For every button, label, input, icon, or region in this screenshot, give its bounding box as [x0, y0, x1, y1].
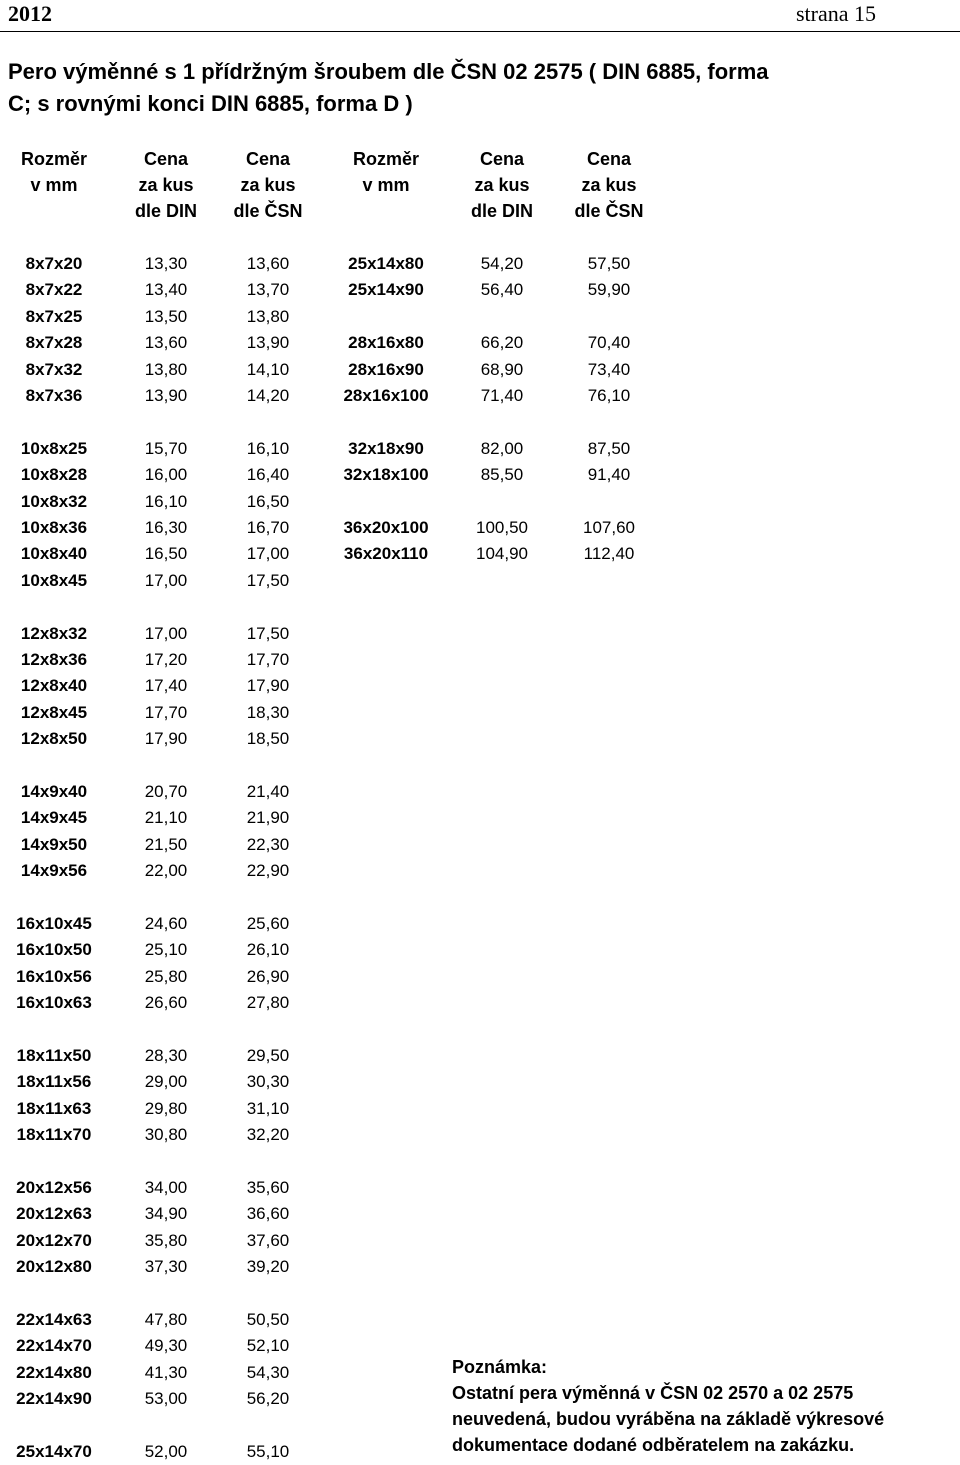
- price-csn-cell: 22,30: [246, 834, 290, 854]
- price-csn-cell: 59,90: [587, 280, 631, 300]
- column-header-line: Cena: [245, 149, 290, 169]
- price-din-cell: 13,60: [144, 333, 188, 353]
- size-cell: 14x9x40: [20, 782, 88, 801]
- price-din-cell: 104,90: [476, 544, 528, 564]
- price-din-cell: 17,90: [144, 729, 188, 749]
- column-header-5: [452, 146, 552, 224]
- column-header-line: v mm: [30, 175, 78, 195]
- note-line-1: Ostatní pera výměnná v ČSN 02 2570 a 02 2575: [452, 1383, 854, 1403]
- size-cell: 8x7x22: [25, 280, 83, 300]
- price-csn-cell: 107,60: [583, 518, 635, 537]
- price-din-cell: 17,40: [144, 676, 188, 696]
- price-din-cell: 34,90: [144, 1204, 188, 1224]
- column-header-line: za kus: [581, 175, 637, 195]
- title-line-1: Pero výměnné s 1 přídržným šroubem dle ČSN 02 2575 ( DIN 6885, forma: [8, 59, 769, 84]
- column-header-line: Cena: [143, 149, 188, 169]
- size-cell: 10x8x25: [20, 438, 88, 458]
- size-cell: 10x8x28: [20, 465, 88, 485]
- title-line-2: C; s rovnými konci DIN 6885, forma D ): [8, 91, 413, 116]
- size-cell: 20x12x80: [16, 1257, 92, 1277]
- column-header-line: Cena: [586, 149, 631, 169]
- price-din-cell: 54,20: [480, 254, 524, 273]
- page-header: [0, 0, 960, 30]
- price-csn-cell: 17,00: [246, 544, 290, 564]
- size-cell: 28x16x80: [348, 333, 424, 353]
- size-cell: 16x10x63: [16, 993, 92, 1013]
- price-din-cell: 17,70: [144, 702, 188, 722]
- price-csn-cell: 26,10: [246, 940, 290, 960]
- price-din-cell: 13,50: [144, 306, 188, 326]
- size-cell: 8x7x25: [25, 306, 83, 326]
- price-csn-cell: 16,10: [246, 438, 290, 458]
- price-csn-cell: 50,50: [246, 1310, 290, 1329]
- price-din-cell: 20,70: [144, 782, 188, 801]
- price-din-cell: 16,30: [144, 518, 188, 537]
- column-header-line: dle ČSN: [233, 201, 303, 221]
- price-csn-cell: 16,50: [246, 491, 290, 511]
- price-csn-cell: 18,50: [246, 729, 290, 749]
- size-cell: 28x16x90: [348, 359, 424, 379]
- size-cell: 25x14x90: [348, 280, 424, 300]
- size-cell: 10x8x32: [20, 491, 88, 511]
- column-header-1: [4, 146, 104, 224]
- price-csn-cell: 35,60: [246, 1178, 290, 1197]
- price-csn-cell: 30,30: [246, 1072, 290, 1092]
- price-din-cell: 30,80: [144, 1125, 188, 1145]
- price-din-cell: 49,30: [144, 1336, 188, 1356]
- price-din-cell: 13,30: [144, 254, 188, 273]
- price-csn-cell: 17,50: [246, 570, 290, 590]
- size-cell: 20x12x56: [16, 1178, 92, 1197]
- size-cell: 10x8x36: [20, 518, 88, 537]
- size-cell: 22x14x80: [16, 1362, 92, 1382]
- price-csn-cell: 17,90: [246, 676, 290, 696]
- price-csn-cell: 112,40: [583, 544, 635, 564]
- size-cell: 28x16x100: [343, 386, 429, 405]
- size-cell: 36x20x110: [343, 544, 429, 564]
- price-csn-cell: 55,10: [246, 1442, 290, 1461]
- column-header-line: dle DIN: [470, 201, 533, 221]
- size-cell: 36x20x100: [343, 518, 429, 537]
- column-header-line: dle ČSN: [574, 201, 644, 221]
- column-header-line: v mm: [362, 175, 410, 195]
- price-din-cell: 37,30: [144, 1257, 188, 1277]
- price-csn-cell: 36,60: [246, 1204, 290, 1224]
- size-cell: 22x14x63: [16, 1310, 92, 1329]
- price-csn-cell: 37,60: [246, 1230, 290, 1250]
- price-csn-cell: 32,20: [246, 1125, 290, 1145]
- column-header-line: za kus: [138, 175, 194, 195]
- price-din-cell: 16,50: [144, 544, 188, 564]
- price-csn-cell: 87,50: [587, 438, 631, 458]
- size-cell: 8x7x36: [25, 386, 83, 405]
- price-din-cell: 17,00: [144, 623, 188, 643]
- price-csn-cell: 21,40: [246, 782, 290, 801]
- size-cell: 16x10x50: [16, 940, 92, 960]
- price-csn-cell: 91,40: [587, 465, 631, 485]
- price-csn-cell: 31,10: [246, 1098, 290, 1118]
- price-csn-cell: 25,60: [246, 914, 290, 933]
- price-din-cell: 17,00: [144, 570, 188, 590]
- size-cell: 10x8x45: [20, 570, 88, 590]
- column-header-line: [4, 198, 104, 224]
- price-csn-cell: 73,40: [587, 359, 631, 379]
- price-csn-cell: 16,40: [246, 465, 290, 485]
- price-csn-cell: 18,30: [246, 702, 290, 722]
- price-csn-cell: 22,90: [246, 861, 290, 881]
- price-din-cell: 16,00: [144, 465, 188, 485]
- size-cell: 12x8x50: [20, 729, 88, 749]
- column-header-line: dle DIN: [134, 201, 197, 221]
- price-din-cell: 41,30: [144, 1362, 188, 1382]
- price-csn-cell: 76,10: [587, 386, 631, 405]
- price-din-cell: 17,20: [144, 650, 188, 669]
- price-csn-cell: 54,30: [246, 1362, 290, 1382]
- size-cell: 22x14x70: [16, 1336, 92, 1356]
- size-cell: 18x11x56: [16, 1072, 92, 1092]
- size-cell: 25x14x80: [348, 254, 424, 273]
- size-cell: 8x7x32: [25, 359, 83, 379]
- size-cell: 12x8x40: [20, 676, 88, 696]
- size-cell: 14x9x56: [20, 861, 88, 881]
- size-cell: 18x11x70: [16, 1125, 92, 1145]
- price-csn-cell: 17,50: [246, 623, 290, 643]
- size-cell: 20x12x70: [16, 1230, 92, 1250]
- price-din-cell: 34,00: [144, 1178, 188, 1197]
- price-din-cell: 28,30: [144, 1046, 188, 1065]
- price-din-cell: 35,80: [144, 1230, 188, 1250]
- column-header-2: [116, 146, 216, 224]
- price-din-cell: 25,10: [144, 940, 188, 960]
- size-cell: 16x10x45: [16, 914, 92, 933]
- price-din-cell: 22,00: [144, 861, 188, 881]
- size-cell: 32x18x100: [343, 465, 429, 485]
- size-cell: 18x11x50: [16, 1046, 92, 1065]
- size-cell: 8x7x28: [25, 333, 83, 353]
- price-din-cell: 47,80: [144, 1310, 188, 1329]
- price-din-cell: 56,40: [480, 280, 524, 300]
- price-csn-cell: 27,80: [246, 993, 290, 1013]
- size-cell: 14x9x45: [20, 808, 88, 828]
- price-csn-cell: 26,90: [246, 966, 290, 986]
- price-csn-cell: 17,70: [246, 650, 290, 669]
- price-csn-cell: 21,90: [246, 808, 290, 828]
- price-csn-cell: 13,70: [246, 280, 290, 300]
- price-din-cell: 53,00: [144, 1389, 188, 1409]
- price-din-cell: 24,60: [144, 914, 188, 933]
- price-csn-cell: 13,80: [246, 306, 290, 326]
- price-din-cell: 52,00: [144, 1442, 188, 1461]
- price-csn-cell: 39,20: [246, 1257, 290, 1277]
- price-csn-cell: 56,20: [246, 1389, 290, 1409]
- column-header-line: za kus: [474, 175, 530, 195]
- price-din-cell: 16,10: [144, 491, 188, 511]
- note-heading: Poznámka:: [452, 1357, 548, 1377]
- price-din-cell: 29,00: [144, 1072, 188, 1092]
- price-din-cell: 82,00: [480, 438, 524, 458]
- size-cell: 12x8x36: [20, 650, 88, 669]
- price-din-cell: 21,10: [144, 808, 188, 828]
- price-din-cell: 13,40: [144, 280, 188, 300]
- column-header-line: za kus: [240, 175, 296, 195]
- price-csn-cell: 16,70: [246, 518, 290, 537]
- size-cell: 16x10x56: [16, 966, 92, 986]
- year: 2012: [8, 1, 52, 26]
- column-header-4: [321, 146, 451, 224]
- price-csn-cell: 57,50: [587, 254, 631, 273]
- note-line-3: dokumentace dodané odběratelem na zakázku.: [452, 1435, 855, 1455]
- column-header-3: [218, 146, 318, 224]
- price-din-cell: 29,80: [144, 1098, 188, 1118]
- column-header-6: [554, 146, 664, 224]
- price-csn-cell: 14,10: [246, 359, 290, 379]
- page-number: strana 15: [795, 1, 876, 26]
- column-header-line: Cena: [479, 149, 524, 169]
- price-din-cell: 66,20: [480, 333, 524, 353]
- page-title: [8, 56, 908, 120]
- price-csn-cell: 13,90: [246, 333, 290, 353]
- size-cell: 12x8x32: [20, 623, 88, 643]
- size-cell: 22x14x90: [16, 1389, 92, 1409]
- price-din-cell: 26,60: [144, 993, 188, 1013]
- price-din-cell: 13,80: [144, 359, 188, 379]
- note: [452, 1354, 960, 1458]
- column-header-line: Rozměr: [20, 149, 87, 169]
- column-header-line: Rozměr: [352, 149, 419, 169]
- price-csn-cell: 52,10: [246, 1336, 290, 1356]
- price-din-cell: 21,50: [144, 834, 188, 854]
- size-cell: 25x14x70: [16, 1442, 92, 1461]
- price-din-cell: 13,90: [144, 386, 188, 405]
- price-din-cell: 71,40: [480, 386, 524, 405]
- column-header-line: [321, 198, 451, 224]
- header-divider: [0, 31, 960, 32]
- price-csn-cell: 70,40: [587, 333, 631, 353]
- price-csn-cell: 29,50: [246, 1046, 290, 1065]
- size-cell: 8x7x20: [25, 254, 83, 273]
- size-cell: 32x18x90: [348, 438, 424, 458]
- price-din-cell: 25,80: [144, 966, 188, 986]
- size-cell: 18x11x63: [16, 1098, 92, 1118]
- price-din-cell: 15,70: [144, 438, 188, 458]
- price-din-cell: 100,50: [476, 518, 528, 537]
- price-csn-cell: 13,60: [246, 254, 290, 273]
- price-din-cell: 68,90: [480, 359, 524, 379]
- price-csn-cell: 14,20: [246, 386, 290, 405]
- price-din-cell: 85,50: [480, 465, 524, 485]
- note-line-2: neuvedená, budou vyráběna na základě výkresové: [452, 1409, 885, 1429]
- size-cell: 20x12x63: [16, 1204, 92, 1224]
- size-cell: 12x8x45: [20, 702, 88, 722]
- size-cell: 14x9x50: [20, 834, 88, 854]
- size-cell: 10x8x40: [20, 544, 88, 564]
